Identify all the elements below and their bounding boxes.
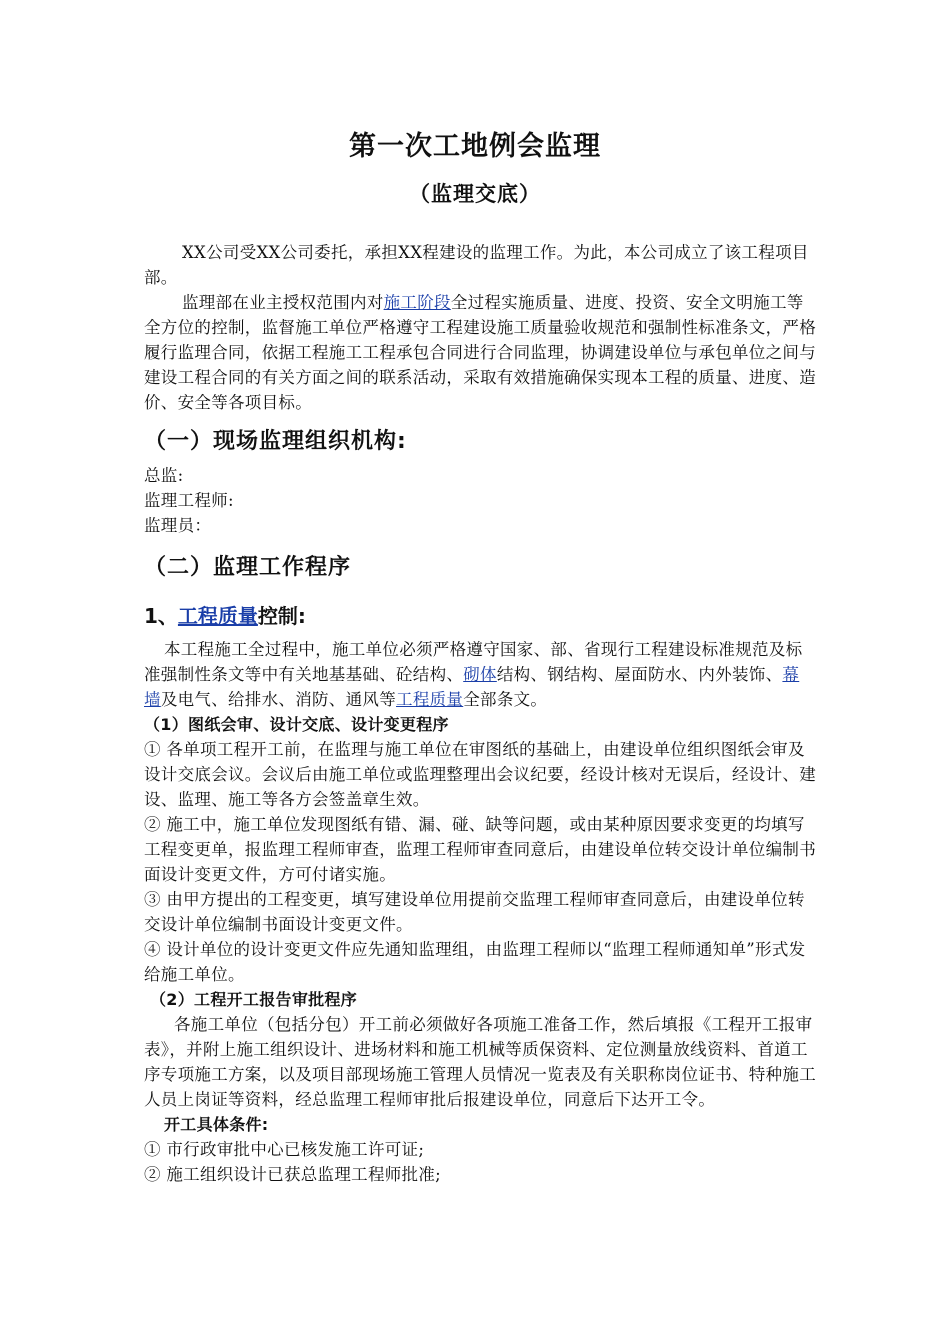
quality-control-section xyxy=(144,637,816,1187)
intro-p2-text-b: 全过程实施质量、进度、投资、安全文明施工等全方位的控制，监督施工单位严格遵守工程建设施工质量验收规范和强制性标准条文，严格履行监理合同，依据工程施工工程承包合同进行合同监理，协调建设单位与承包单位之间与建设工程合同的有关方面之间的联系活动，采取有效措施确保实现本工程的质量、进度、造价、安全等各项目标。 xyxy=(144,293,816,412)
conditions-heading: 开工具体条件: xyxy=(164,1115,269,1134)
document-subtitle: （监理交底） xyxy=(409,182,541,206)
procedure1-item-1: ① 各单项工程开工前，在监理与施工单位在审图纸的基础上，由建设单位组织图纸会审及设计交底会议。会议后由施工单位或监理整理出会议纪要，经设计核对无误后，经设计、建设、监理、施工等各方会签盖章生效。 xyxy=(144,740,816,809)
staff-supervisor: 监理员： xyxy=(144,516,212,535)
curtain-wall-link[interactable]: 幕墙 xyxy=(144,665,800,709)
quality-paragraph xyxy=(144,637,816,712)
procedure1-item-2: ② 施工中，施工单位发现图纸有错、漏、碰、缺等问题，或由某种原因要求变更的均填写工程变更单，报监理工程师审查，监理工程师审查同意后，由建设单位转交设计单位编制书面设计变更文件，方可付诸实施。 xyxy=(144,815,816,884)
intro-section xyxy=(144,240,816,415)
construction-phase-link[interactable]: 施工阶段 xyxy=(383,293,451,312)
quality-text-b: 结构、钢结构、屋面防水、内外装饰、 xyxy=(496,665,783,684)
staff-list xyxy=(144,463,816,538)
document-title: 第一次工地例会监理 xyxy=(349,131,601,162)
staff-chief-supervisor: 总监: xyxy=(144,466,184,485)
procedure1-item-3: ③ 由甲方提出的工程变更，填写建设单位用提前交监理工程师审查同意后，由建设单位转交设计单位编制书面设计变更文件。 xyxy=(144,890,805,934)
intro-paragraph-2 xyxy=(144,290,816,415)
section1-heading: （一）现场监理组织机构: xyxy=(144,429,407,454)
engineering-quality-link[interactable]: 工程质量 xyxy=(177,604,258,628)
subsection1-suffix: 控制: xyxy=(257,604,306,628)
procedure2-paragraph: 各施工单位（包括分包）开工前必须做好各项施工准备工作，然后填报《工程开工报审表》，并附上施工组织设计、进场材料和施工机械等质保资料、定位测量放线资料、首道工序专项施工方案，以及项目部现场施工管理人员情况一览表及有关职称岗位证书、特种施工人员上岗证等资料，经总监理工程师审批后报建设单位，同意后下达开工令。 xyxy=(144,1015,816,1109)
procedure1-heading: （1）图纸会审、设计交底、设计变更程序 xyxy=(144,715,449,734)
section2-heading: （二）监理工作程序 xyxy=(144,555,352,580)
procedure2-heading: （2）工程开工报告审批程序 xyxy=(150,990,358,1009)
subsection1-heading xyxy=(144,600,306,629)
quality-text-d: 全部条文。 xyxy=(463,690,548,709)
intro-paragraph-1: XX公司受XX公司委托，承担XX程建设的监理工作。为此，本公司成立了该工程项目部。 xyxy=(144,243,809,287)
condition-item-1: ① 市行政审批中心已核发施工许可证; xyxy=(144,1140,425,1159)
intro-p2-text-a: 监理部在业主授权范围内对 xyxy=(182,293,384,312)
subsection1-prefix: 1、 xyxy=(144,604,178,628)
engineering-quality-link-2[interactable]: 工程质量 xyxy=(396,690,464,709)
condition-item-2: ② 施工组织设计已获总监理工程师批准; xyxy=(144,1165,442,1184)
procedure1-item-4: ④ 设计单位的设计变更文件应先通知监理组，由监理工程师以“监理工程师通知单”形式发给施工单位。 xyxy=(144,940,806,984)
quality-text-c: 及电气、给排水、消防、通风等 xyxy=(160,690,397,709)
masonry-link[interactable]: 砌体 xyxy=(463,665,497,684)
quality-text-a: 本工程施工全过程中，施工单位必须严格遵守国家、部、省现行工程建设标准规范及标准强制性条文等中有关地基基础、砼结构、 xyxy=(144,640,803,684)
staff-supervising-engineer: 监理工程师: xyxy=(144,491,234,510)
